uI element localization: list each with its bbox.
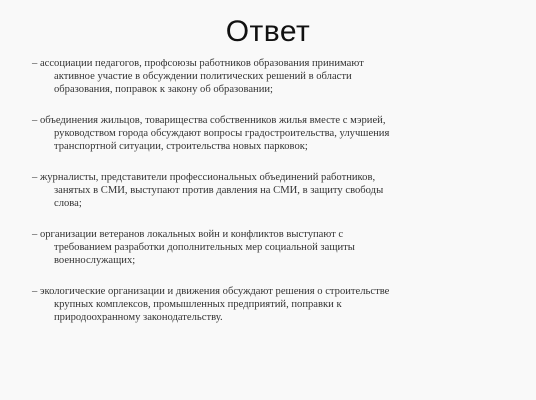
list-item xyxy=(32,285,502,324)
list-item-line: – организации ветеранов локальных войн и конфликтов выступают с xyxy=(32,229,344,240)
list-item xyxy=(32,171,502,210)
list-item-line: требованием разработки дополнительных мер социальной защиты xyxy=(54,242,355,253)
list-item xyxy=(32,114,502,153)
list-item xyxy=(32,228,502,267)
list-item-line: – ассоциации педагогов, профсоюзы работников образования принимают xyxy=(32,58,364,69)
list-item-line: крупных комплексов, промышленных предприятий, поправки к xyxy=(54,299,342,310)
list-item-line: природоохранному законодательству. xyxy=(54,312,223,323)
list-item-line: образования, поправок к закону об образовании; xyxy=(54,84,273,95)
list-item xyxy=(32,57,502,96)
list-item-line: активное участие в обсуждении политических решений в области xyxy=(54,71,352,82)
list-item-line: военнослужащих; xyxy=(54,255,136,266)
slide-title: Ответ xyxy=(225,15,311,48)
list-item-line: – объединения жильцов, товарищества собственников жилья вместе с мэрией, xyxy=(32,115,386,126)
list-item-line: транспортной ситуации, строительства новых парковок; xyxy=(54,141,308,152)
list-item-line: – экологические организации и движения обсуждают решения о строительстве xyxy=(32,286,390,297)
list-item-line: – журналисты, представители профессиональных объединений работников, xyxy=(32,172,376,183)
list-item-line: слова; xyxy=(54,198,82,209)
answer-list xyxy=(32,57,502,342)
list-item-line: занятых в СМИ, выступают против давления на СМИ, в защиту свободы xyxy=(54,185,384,196)
list-item-line: руководством города обсуждают вопросы градостроительства, улучшения xyxy=(54,128,390,139)
